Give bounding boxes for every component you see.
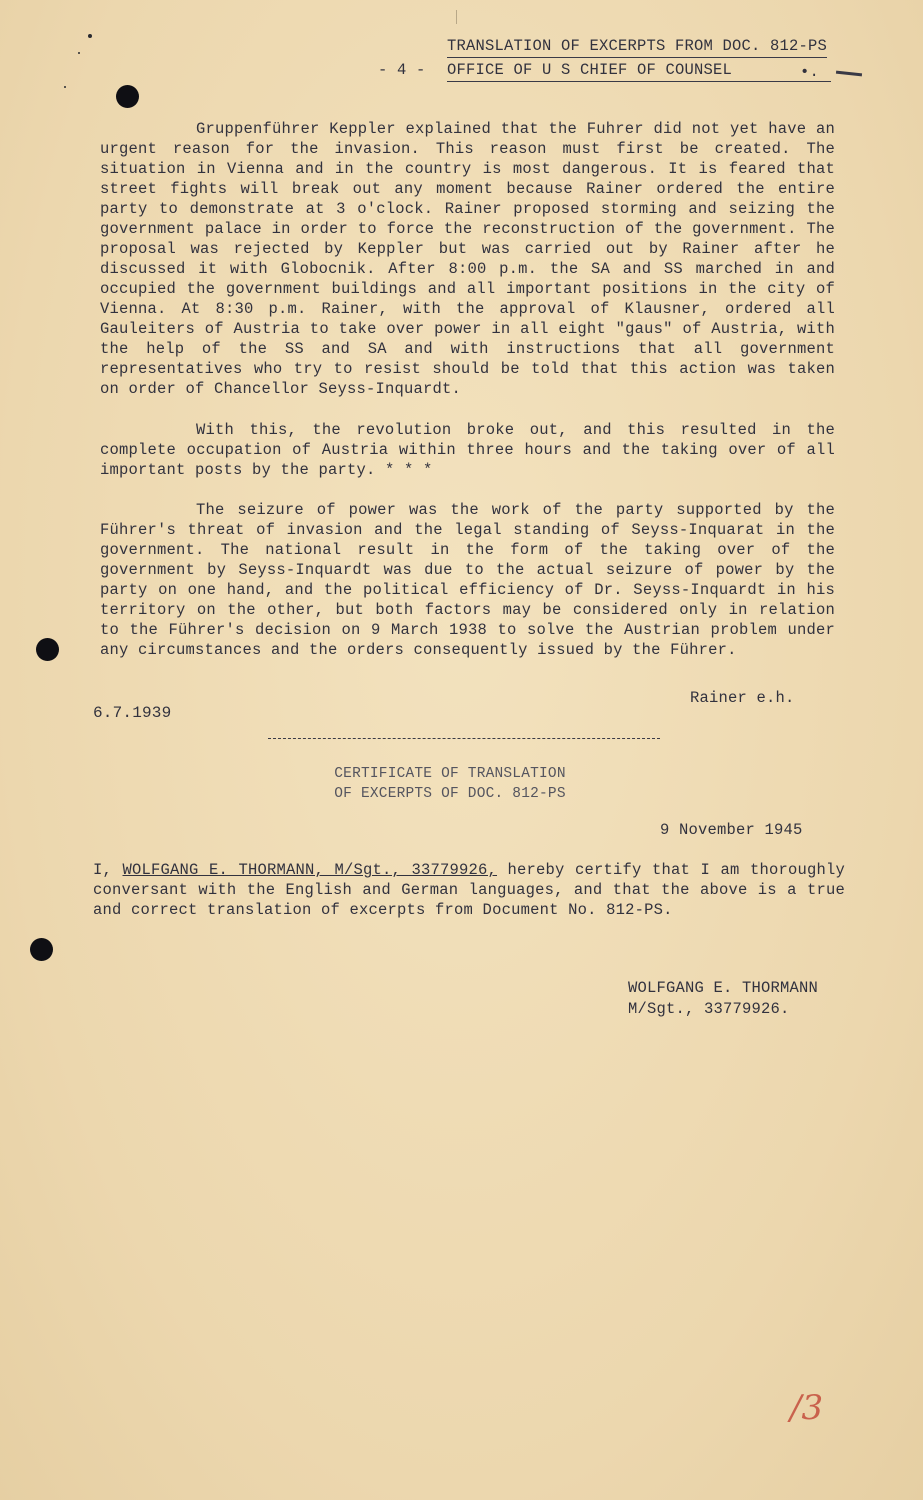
signature-rainer: Rainer e.h. bbox=[690, 689, 795, 707]
certificate-statement bbox=[93, 860, 845, 920]
certificate-body: hereby certify that I am thoroughly conversant with the English and German languages, and that the above is a true and correct translation of excerpts from Document No. 812-PS. bbox=[93, 861, 845, 919]
paragraph-text: The seizure of power was the work of the party supported by the Führer's threat of invasion and the legal standing of Seyss-Inquarat in the government. The national result in the form of the taking over of the government by Seyss-Inquardt was due to the actual seizure of power by the party on one hand, and the political efficiency of Dr. Seyss-Inquardt in his territory on the other, but both factors may be considered only in relation to the Führer's decision on 9 March 1938 to solve the Austrian problem under any circumstances and the orders consequently issued by the Führer. bbox=[100, 501, 835, 659]
translator-signature-block bbox=[628, 978, 818, 1020]
paragraph-revolution bbox=[100, 420, 835, 480]
section-divider bbox=[268, 738, 660, 739]
paragraph-keppler bbox=[100, 119, 835, 399]
ink-speck bbox=[88, 34, 92, 38]
header-dash-mark bbox=[836, 71, 862, 77]
punch-hole bbox=[36, 638, 59, 661]
punch-hole bbox=[116, 85, 139, 108]
office-line: OFFICE OF U S CHIEF OF COUNSEL bbox=[447, 60, 831, 82]
ink-speck bbox=[78, 52, 80, 54]
paragraph-text: Gruppenführer Keppler explained that the Fuhrer did not yet have an urgent reason for the invasion. This reason must first be created. The situation in Vienna and in the country is most dangerous. It is feared that street fights will break out any moment because Rainer ordered the entire party to demonstrate at 3 o'clock. Rainer proposed storming and seizing the government palace in order to force the reconstruction of the government. The proposal was rejected by Keppler but was carried out by Rainer after he discussed it with Globocnik. After 8:00 p.m. the SA and SS marched in and occupied the government buildings and all important positions in the city of Vienna. At 8:30 p.m. Rainer, with the approval of Klausner, ordered all Gauleiters of Austria to take over power in all eight "gaus" of Austria, with the help of the SS and SA and with instructions that all government representatives who try to resist should be told that this action was taken on order of Chancellor Seyss-Inquardt. bbox=[100, 120, 835, 398]
paper-mark bbox=[456, 10, 457, 24]
document-title: TRANSLATION OF EXCERPTS FROM DOC. 812-PS bbox=[447, 36, 827, 58]
certifier-name: WOLFGANG E. THORMANN, M/Sgt., 33779926, bbox=[122, 861, 498, 879]
translator-name: WOLFGANG E. THORMANN bbox=[628, 979, 819, 997]
certificate-title-line2: OF EXCERPTS OF DOC. 812-PS bbox=[334, 786, 566, 802]
translator-rank: M/Sgt., 33779926. bbox=[628, 1000, 790, 1018]
page-number: - 4 - bbox=[378, 61, 426, 79]
handwritten-page-number: /3 bbox=[790, 1388, 824, 1428]
certificate-prefix: I, bbox=[93, 861, 123, 879]
certificate-title bbox=[250, 764, 650, 804]
certificate-title-line1: CERTIFICATE OF TRANSLATION bbox=[334, 766, 566, 782]
header-mark: •. bbox=[800, 63, 820, 81]
certificate-date: 9 November 1945 bbox=[660, 821, 803, 839]
paragraph-text: With this, the revolution broke out, and this resulted in the complete occupation of Austria within three hours and the taking over of all important posts by the party. * * * bbox=[100, 421, 835, 479]
paragraph-seizure bbox=[100, 500, 835, 660]
ink-speck bbox=[64, 86, 66, 88]
punch-hole bbox=[30, 938, 53, 961]
document-date: 6.7.1939 bbox=[93, 704, 172, 722]
